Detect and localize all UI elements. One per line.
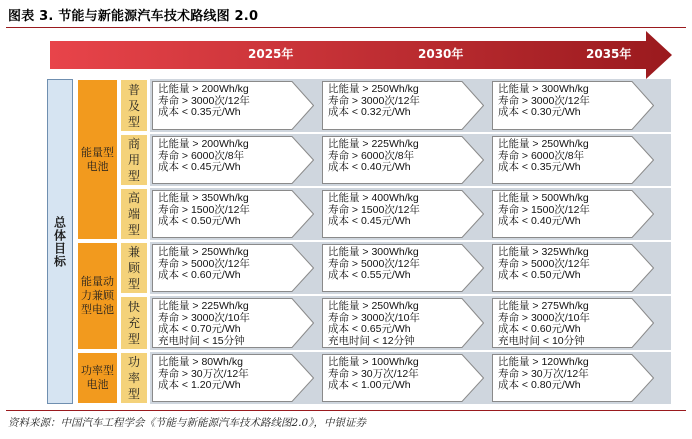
target-cell [492, 81, 654, 130]
target-line: 成本 < 0.60元/Wh [158, 269, 241, 282]
target-cell [492, 136, 654, 184]
target-text [328, 193, 420, 228]
target-text [158, 193, 250, 228]
target-cell [152, 298, 314, 348]
target-text [328, 301, 420, 347]
target-text [498, 84, 590, 119]
target-cell [492, 298, 654, 348]
target-cell [322, 298, 484, 348]
target-line: 成本 < 0.35元/Wh [158, 106, 241, 119]
target-text [498, 301, 590, 347]
roadmap-grid [47, 79, 671, 404]
target-cell [152, 354, 314, 402]
subtype-label: 商用型 [127, 137, 140, 183]
target-line: 寿命 > 5000次/12年 [158, 257, 250, 270]
target-text [158, 247, 250, 282]
target-line: 比能量 > 200Wh/kg [158, 83, 249, 95]
target-line: 比能量 > 225Wh/kg [158, 300, 249, 312]
target-line: 寿命 > 30万次/12年 [158, 367, 249, 380]
category-energy-power-battery [77, 242, 118, 350]
target-text [328, 139, 419, 174]
target-line: 比能量 > 225Wh/kg [328, 138, 419, 150]
target-line: 成本 < 0.50元/Wh [158, 215, 241, 228]
target-text [158, 357, 249, 392]
target-cell [322, 136, 484, 184]
target-line: 比能量 > 250Wh/kg [498, 138, 589, 150]
source-rule [6, 410, 686, 411]
target-text [328, 247, 420, 282]
target-line: 比能量 > 250Wh/kg [328, 83, 419, 95]
target-line: 寿命 > 6000次/8年 [498, 149, 585, 162]
target-cell [322, 354, 484, 402]
target-line: 比能量 > 275Wh/kg [498, 300, 589, 312]
target-line: 比能量 > 80Wh/kg [158, 356, 243, 368]
target-line: 充电时间 < 12分钟 [328, 334, 415, 347]
target-text [498, 139, 589, 174]
target-line: 成本 < 0.45元/Wh [328, 215, 411, 228]
target-line: 比能量 > 120Wh/kg [498, 356, 589, 368]
subtype-high-end [120, 188, 148, 240]
target-text [328, 84, 420, 119]
subtype-label: 普及型 [127, 82, 140, 129]
target-line: 寿命 > 30万次/12年 [328, 367, 419, 380]
target-line: 成本 < 0.30元/Wh [498, 106, 581, 119]
subtype-power [120, 352, 148, 404]
target-cell [492, 244, 654, 292]
target-text [498, 193, 590, 228]
subtype-label: 快充型 [127, 300, 140, 346]
subtype-label: 功率型 [127, 355, 140, 401]
timeline-year-2035: 2035年 [586, 47, 632, 61]
target-line: 比能量 > 500Wh/kg [498, 192, 589, 204]
total-goal-column [47, 79, 73, 404]
target-line: 比能量 > 300Wh/kg [498, 83, 589, 95]
target-cell [322, 190, 484, 238]
category-label: 能量型电池 [81, 145, 114, 173]
title-rule [6, 27, 686, 28]
total-goal-label: 总体目标 [52, 215, 67, 268]
target-line: 寿命 > 3000次/12年 [498, 94, 590, 107]
target-line: 成本 < 0.35元/Wh [498, 161, 581, 174]
figure-title: 图表 3. 节能与新能源汽车技术路线图 2.0 [8, 9, 259, 24]
target-cell [152, 190, 314, 238]
category-label: 功率型电池 [81, 364, 114, 391]
target-line: 比能量 > 100Wh/kg [328, 356, 419, 368]
target-line: 成本 < 0.70元/Wh [158, 323, 241, 336]
target-cell [152, 136, 314, 184]
target-line: 成本 < 0.40元/Wh [328, 161, 411, 174]
subtype-fast-charge [120, 296, 148, 350]
category-label: 能量动力兼顾型电池 [81, 275, 114, 316]
target-line: 成本 < 0.55元/Wh [328, 269, 411, 282]
target-line: 比能量 > 250Wh/kg [328, 300, 419, 312]
source-note: 资料来源：中国汽车工程学会《节能与新能源汽车技术路线图2.0》，中银证券 [8, 417, 366, 429]
target-line: 寿命 > 1500次/12年 [158, 203, 250, 216]
target-line: 成本 < 0.40元/Wh [498, 215, 581, 228]
target-line: 成本 < 0.50元/Wh [498, 269, 581, 282]
subtype-commercial [120, 134, 148, 186]
target-text [158, 139, 249, 174]
target-line: 充电时间 < 15分钟 [158, 334, 245, 347]
target-line: 寿命 > 5000次/12年 [328, 257, 420, 270]
target-line: 比能量 > 200Wh/kg [158, 138, 249, 150]
timeline-arrow [50, 31, 672, 79]
target-line: 寿命 > 3000次/10年 [158, 311, 250, 324]
target-cell [152, 244, 314, 292]
target-line: 寿命 > 5000次/12年 [498, 257, 590, 270]
target-line: 寿命 > 3000次/10年 [328, 311, 420, 324]
target-text [498, 357, 589, 392]
target-line: 成本 < 0.45元/Wh [158, 161, 241, 174]
target-line: 比能量 > 300Wh/kg [328, 246, 419, 258]
target-cell [322, 81, 484, 130]
target-cell [492, 354, 654, 402]
target-line: 成本 < 0.80元/Wh [498, 379, 581, 392]
target-line: 寿命 > 30万次/12年 [498, 367, 589, 380]
target-line: 寿命 > 6000次/8年 [158, 149, 245, 162]
target-text [158, 84, 250, 119]
target-line: 成本 < 0.32元/Wh [328, 106, 411, 119]
target-line: 寿命 > 3000次/10年 [498, 311, 590, 324]
subtype-popular [120, 79, 148, 132]
target-line: 寿命 > 3000次/12年 [158, 94, 250, 107]
subtype-label: 高端型 [127, 191, 140, 237]
target-line: 寿命 > 3000次/12年 [328, 94, 420, 107]
target-line: 寿命 > 1500次/12年 [498, 203, 590, 216]
target-cell [492, 190, 654, 238]
target-text [328, 357, 419, 392]
target-text [158, 301, 250, 347]
target-line: 成本 < 0.65元/Wh [328, 323, 411, 336]
target-line: 比能量 > 350Wh/kg [158, 192, 249, 204]
target-line: 成本 < 1.00元/Wh [328, 379, 411, 392]
target-line: 比能量 > 400Wh/kg [328, 192, 419, 204]
category-power-battery [77, 352, 118, 404]
target-cell [322, 244, 484, 292]
subtype-balanced [120, 242, 148, 294]
target-line: 成本 < 0.60元/Wh [498, 323, 581, 336]
target-line: 成本 < 1.20元/Wh [158, 379, 241, 392]
target-line: 比能量 > 250Wh/kg [158, 246, 249, 258]
target-line: 充电时间 < 10分钟 [498, 334, 585, 347]
subtype-label: 兼顾型 [127, 245, 140, 291]
timeline-year-2025: 2025年 [248, 47, 294, 61]
target-text [498, 247, 590, 282]
timeline-year-2030: 2030年 [418, 47, 464, 61]
category-energy-battery [77, 79, 118, 240]
target-line: 寿命 > 6000次/8年 [328, 149, 415, 162]
target-cell [152, 81, 314, 130]
target-line: 寿命 > 1500次/12年 [328, 203, 420, 216]
timeline-arrow-shape [50, 31, 672, 79]
target-line: 比能量 > 325Wh/kg [498, 246, 589, 258]
